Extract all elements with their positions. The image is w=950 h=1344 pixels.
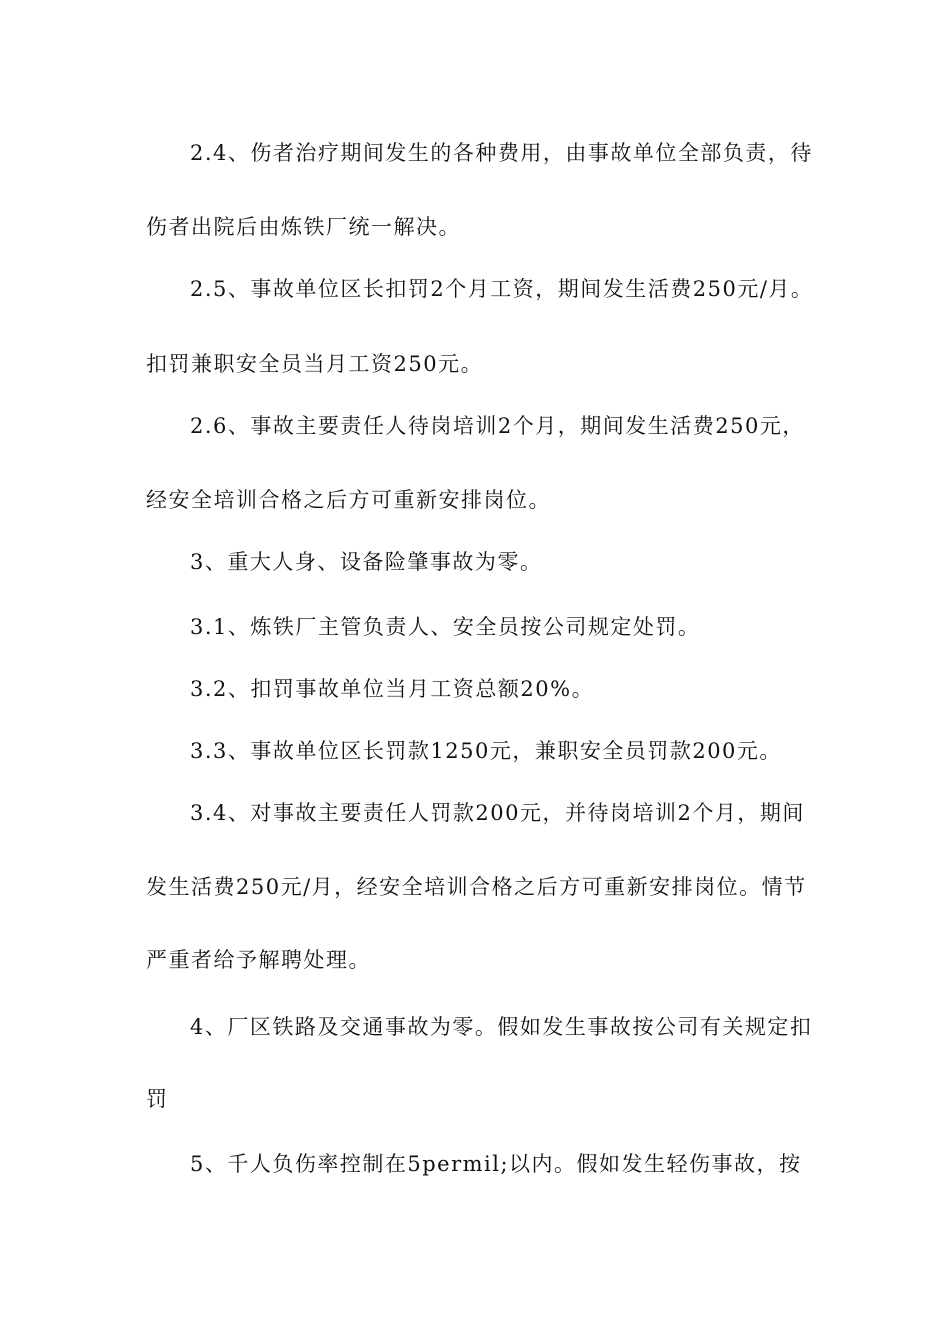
paragraph-2-4-line-2: 伤者出院后由炼铁厂统一解决。: [146, 215, 461, 239]
paragraph-3-1: 3.1、炼铁厂主管负责人、安全员按公司规定处罚。: [190, 615, 701, 639]
paragraph-2-6-line-1: 2.6、事故主要责任人待岗培训2个月，期间发生活费250元，: [190, 414, 805, 438]
paragraph-3-2: 3.2、扣罚事故单位当月工资总额20%。: [190, 677, 595, 701]
paragraph-2-5-line-2: 扣罚兼职安全员当月工资250元。: [146, 352, 484, 376]
paragraph-2-6-line-2: 经安全培训合格之后方可重新安排岗位。: [146, 488, 551, 512]
paragraph-3-3: 3.3、事故单位区长罚款1250元，兼职安全员罚款200元。: [190, 739, 782, 763]
paragraph-3-4-line-2: 发生活费250元/月，经安全培训合格之后方可重新安排岗位。情节: [146, 875, 807, 899]
paragraph-3-4-line-1: 3.4、对事故主要责任人罚款200元，并待岗培训2个月，期间: [190, 801, 805, 825]
paragraph-2-4-line-1: 2.4、伤者治疗期间发生的各种费用，由事故单位全部负责，待: [190, 141, 813, 165]
paragraph-2-5-line-1: 2.5、事故单位区长扣罚2个月工资，期间发生活费250元/月。: [190, 277, 814, 301]
paragraph-5-line-1: 5、千人负伤率控制在5permil;以内。假如发生轻伤事故，按: [190, 1152, 802, 1176]
paragraph-4-line-1: 4、厂区铁路及交通事故为零。假如发生事故按公司有关规定扣: [190, 1015, 813, 1039]
paragraph-3-heading: 3、重大人身、设备险肇事故为零。: [190, 550, 543, 574]
paragraph-3-4-line-3: 严重者给予解聘处理。: [146, 948, 371, 972]
paragraph-4-line-2: 罚: [146, 1087, 169, 1111]
